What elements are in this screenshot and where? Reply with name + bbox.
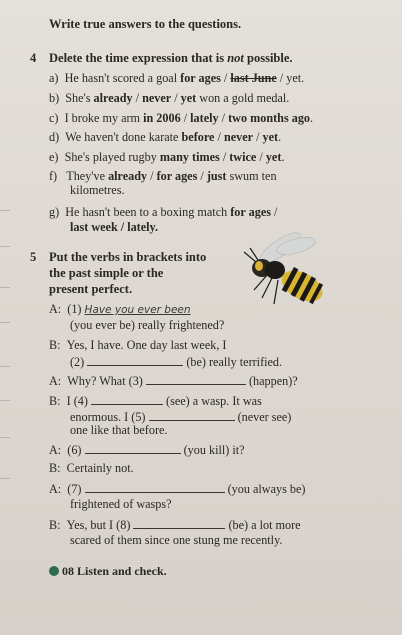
margin-mark xyxy=(0,287,10,288)
answer-blank-4[interactable] xyxy=(91,393,163,405)
exercise-4-number: 4 xyxy=(30,51,37,65)
wasp-illustration xyxy=(240,228,332,320)
exercise-4-item-g-cont: last week / lately. xyxy=(70,220,159,234)
exercise-4-item-b: b) She's already / never / yet won a gold medal. xyxy=(49,91,290,105)
margin-mark xyxy=(0,437,10,438)
margin-mark xyxy=(0,400,10,401)
header-instruction: Write true answers to the questions. xyxy=(49,17,242,31)
dialogue-line-7: enormous. I (5) (never see) xyxy=(70,410,292,424)
dialogue-line-12: frightened of wasps? xyxy=(70,497,172,511)
dialogue-line-5: A: Why? What (3) (happen)? xyxy=(49,374,298,388)
dialogue-line-9: A: (6) (you kill) it? xyxy=(49,443,245,457)
dialogue-line-13: B: Yes, but I (8) (be) a lot more xyxy=(49,518,301,532)
margin-mark xyxy=(0,478,10,479)
exercise-5-title-line-3: present perfect. xyxy=(49,282,133,296)
margin-mark xyxy=(0,366,10,367)
answer-blank-7[interactable] xyxy=(85,481,225,493)
margin-mark xyxy=(0,322,10,323)
struck-option: last June xyxy=(230,71,277,85)
exercise-4-item-g: g) He hasn't been to a boxing match for ages / xyxy=(49,205,278,219)
exercise-4-title: Delete the time expression that is not possible. xyxy=(49,51,293,65)
dialogue-line-8: one like that before. xyxy=(70,423,168,437)
dialogue-line-4: (2) (be) really terrified. xyxy=(70,355,283,369)
exercise-4-item-a: a) He hasn't scored a goal for ages / last June / yet. xyxy=(49,71,305,85)
exercise-4-item-c: c) I broke my arm in 2006 / lately / two months ago. xyxy=(49,111,314,125)
exercise-5-title-line-1: Put the verbs in brackets into xyxy=(49,250,207,264)
margin-mark xyxy=(0,210,10,211)
exercise-5-number: 5 xyxy=(30,250,37,264)
answer-blank-5[interactable] xyxy=(149,409,235,421)
dialogue-line-6: B: I (4) (see) a wasp. It was xyxy=(49,394,262,408)
audio-listen-and-check[interactable]: 08 Listen and check. xyxy=(49,564,167,579)
exercise-4-item-e: e) She's played rugby many times / twice / yet. xyxy=(49,150,285,164)
exercise-4-item-d: d) We haven't done karate before / never / yet. xyxy=(49,130,282,144)
dialogue-line-3: B: Yes, I have. One day last week, I xyxy=(49,338,227,352)
handwritten-answer-1: Have you ever been xyxy=(84,304,191,316)
answer-blank-8[interactable] xyxy=(133,517,225,529)
answer-blank-6[interactable] xyxy=(85,442,181,454)
dialogue-line-1: A: (1) Have you ever been xyxy=(49,302,191,316)
answer-blank-2[interactable] xyxy=(87,354,183,366)
audio-disc-icon xyxy=(49,566,59,576)
exercise-4-item-f-cont: kilometres. xyxy=(70,183,125,197)
dialogue-line-10: B: Certainly not. xyxy=(49,461,134,475)
exercise-5-title-line-2: the past simple or the xyxy=(49,266,164,280)
dialogue-line-11: A: (7) (you always be) xyxy=(49,482,306,496)
dialogue-line-2: (you ever be) really frightened? xyxy=(70,318,225,332)
dialogue-line-14: scared of them since one stung me recently. xyxy=(70,533,283,547)
exercise-4-item-f: f) They've already / for ages / just swum ten xyxy=(49,169,277,183)
margin-mark xyxy=(0,246,10,247)
answer-blank-3[interactable] xyxy=(146,373,246,385)
